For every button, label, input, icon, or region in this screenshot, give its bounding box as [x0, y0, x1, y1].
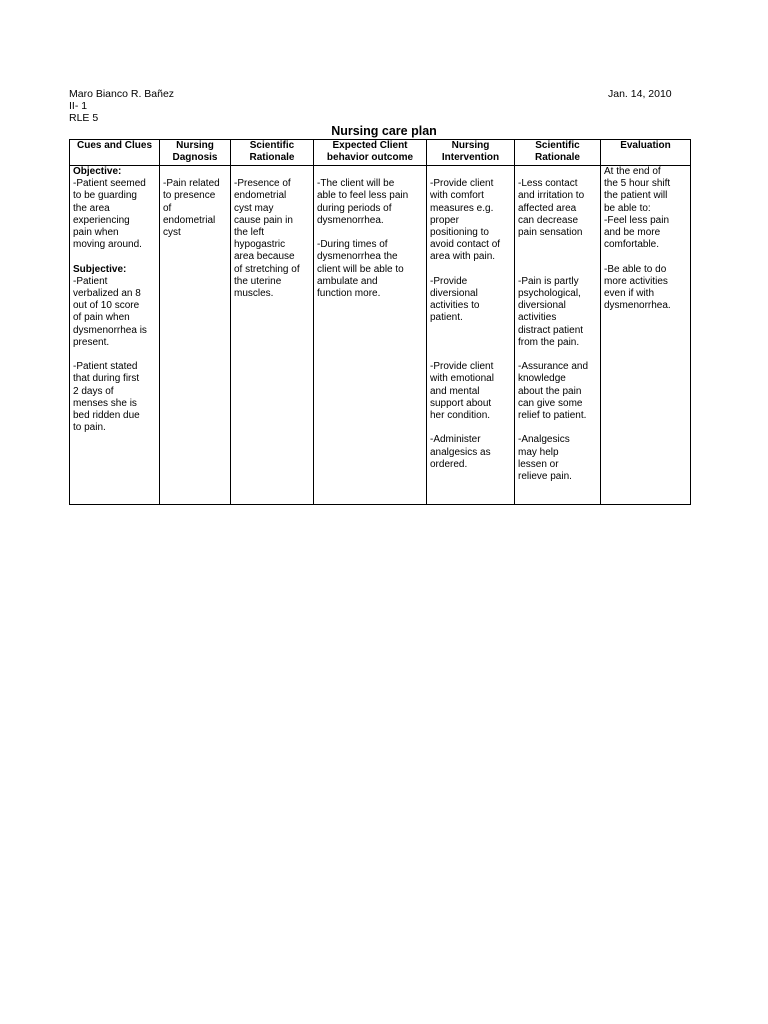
cell-text-line: dysmenorrhea is [73, 324, 147, 336]
cell-text-line: activities to [430, 300, 480, 312]
cell-text-line: to be guarding [73, 190, 137, 202]
cell-text-line: -Less contact [518, 178, 578, 190]
cell-text-line: measures e.g. [430, 202, 494, 214]
cell-text-line [430, 337, 511, 349]
cell-text-line: during periods of [317, 202, 392, 214]
header-evaluation: Evaluation [601, 140, 691, 166]
cell-text-line [234, 166, 310, 178]
cell-text-line [430, 422, 511, 434]
cell-text-line: comfortable. [604, 239, 660, 251]
cell-text-line [518, 422, 597, 434]
cell-text-line: cyst [163, 227, 181, 238]
cell-text-line: can decrease [518, 214, 579, 226]
author-name: Maro Bianco R. Bañez [69, 88, 175, 100]
cell-text-line: relieve pain. [518, 470, 572, 482]
cell-text-line: dysmenorrhea. [604, 300, 671, 312]
cell-text-line: even if with [604, 288, 655, 300]
cell-text-line: -Provide client [430, 361, 494, 373]
cell-text-line: about the pain [518, 385, 582, 397]
nursing-care-plan-table [69, 139, 691, 505]
document-title: Nursing care plan [331, 124, 437, 138]
cell-text-line: and be more [604, 227, 661, 239]
cell-text-line: -Administer [430, 434, 481, 446]
cell-text-line: of [163, 202, 172, 214]
cell-text-line: experiencing [73, 214, 130, 226]
cell-text-line: -Patient seemed [73, 178, 146, 190]
cell-text-line: -Patient stated [73, 361, 138, 373]
cell-text-line [73, 349, 156, 361]
cell-text-line: proper [430, 214, 459, 226]
cell-text-line: client will be able to [317, 263, 404, 275]
cell-text-line: relief to patient. [518, 409, 587, 421]
cell-text-line: dysmenorrhea. [317, 214, 384, 226]
header-expected-outcome: Expected Client behavior outcome [314, 140, 427, 166]
cell-text-line: positioning to [430, 227, 489, 238]
cell-nursing-intervention [427, 166, 515, 505]
cell-text-line: -Patient [73, 275, 108, 287]
cell-text-line [317, 227, 423, 239]
cell-text-line: lessen or [518, 458, 559, 470]
cell-text-line: dysmenorrhea the [317, 251, 398, 263]
course-label: RLE 5 [69, 112, 99, 124]
cell-text-line [73, 251, 156, 263]
cell-text-line [430, 264, 511, 276]
cell-text-line [518, 251, 597, 263]
cell-evaluation [601, 166, 691, 505]
cell-text-line: to pain. [73, 422, 106, 434]
cell-text-line: of stretching of [234, 263, 300, 275]
cell-text-line [430, 349, 511, 361]
cell-text-line: 2 days of [73, 385, 114, 397]
cell-text-line: diversional [430, 288, 478, 299]
cell-text-line: -The client will be [317, 178, 395, 190]
cell-text-line: endometrial [163, 214, 216, 226]
cell-text-line: area because [234, 251, 295, 263]
cell-text-line: bed ridden due [73, 410, 140, 422]
cell-scientific-rationale [231, 166, 314, 505]
cell-text-line: the uterine [234, 275, 282, 287]
cell-text-line: -Provide [430, 275, 468, 287]
table-row [70, 166, 691, 505]
cell-text-line: more activities [604, 275, 668, 287]
cell-text-line [317, 166, 423, 178]
section-label: II- 1 [69, 100, 88, 112]
cell-text-line [430, 166, 511, 178]
header-intervention-rationale: Scientific Rationale [515, 140, 601, 166]
document-date: Jan. 14, 2010 [608, 88, 672, 100]
cell-text-line: patient. [430, 312, 463, 324]
cell-text-line: diversional [518, 300, 566, 312]
cell-text-line: -Presence of [234, 178, 291, 190]
cell-text-line: be able to: [604, 202, 651, 214]
cell-text-line: able to feel less pain [317, 190, 409, 202]
cell-text-line: the patient will [604, 190, 668, 202]
cell-text-line: cause pain in [234, 214, 293, 226]
cell-text-line [518, 264, 597, 276]
cell-text-line: verbalized an 8 [73, 288, 141, 300]
cell-text-line: and irritation to [518, 190, 585, 202]
cell-text-line: area with pain. [430, 251, 496, 263]
cell-text-line: -Feel less pain [604, 214, 670, 226]
cell-text-line: her condition. [430, 409, 491, 421]
cell-text-line [518, 166, 597, 178]
cell-text-line [518, 349, 597, 361]
cell-text-line: that during first [73, 373, 140, 385]
cell-text-line: endometrial [234, 190, 287, 202]
cell-text-line [430, 325, 511, 337]
cell-text-line: with emotional [430, 373, 494, 385]
cell-text-line: -During times of [317, 239, 388, 251]
cell-text-line: to presence [163, 190, 216, 202]
cell-text-line: muscles. [234, 288, 274, 300]
header-cues-and-clues: Cues and Clues [70, 140, 160, 166]
cell-text-line: -Be able to do [604, 263, 667, 275]
cell-text-line: psychological, [518, 287, 581, 299]
cell-text-line: with comfort [430, 190, 484, 202]
header-scientific-rationale: Scientific Rationale [231, 140, 314, 166]
cell-text-line [518, 239, 597, 251]
cell-text-line: and mental [430, 385, 480, 397]
cell-expected-outcome [314, 166, 427, 505]
cell-text-line [604, 251, 687, 263]
cell-text-line: out of 10 score [73, 300, 140, 312]
header-nursing-diagnosis: Nursing Dagnosis [160, 140, 231, 166]
cell-text-line: pain sensation [518, 227, 583, 238]
cell-text-line: ordered. [430, 458, 468, 470]
cell-text-line: -Pain related [163, 178, 220, 190]
cell-text-line: from the pain. [518, 336, 580, 348]
cell-text-line: -Analgesics [518, 434, 570, 446]
cell-text-line: pain when [73, 227, 119, 239]
cell-text-line: -Pain is partly [518, 275, 579, 287]
cell-text-line: may help [518, 446, 559, 458]
cell-text-line: Objective: [73, 166, 122, 177]
cell-text-line: can give some [518, 397, 583, 409]
header-nursing-intervention: Nursing Intervention [427, 140, 515, 166]
cell-text-line: the left [234, 227, 265, 238]
cell-text-line: cyst may [234, 202, 274, 214]
cell-text-line: -Assurance and [518, 361, 589, 373]
cell-text-line: function more. [317, 288, 381, 299]
table-header-row [70, 140, 691, 166]
cell-text-line: ambulate and [317, 275, 378, 287]
cell-text-line: moving around. [73, 239, 142, 251]
cell-nursing-diagnosis [160, 166, 231, 505]
cell-text-line: distract patient [518, 324, 584, 336]
cell-text-line: avoid contact of [430, 239, 501, 251]
cell-text-line: the 5 hour shift [604, 178, 671, 190]
cell-text-line: knowledge [518, 373, 566, 385]
cell-text-line: present. [73, 336, 110, 348]
cell-text-line: Subjective: [73, 263, 127, 275]
cell-intervention-rationale [515, 166, 601, 505]
cell-text-line: analgesics as [430, 446, 491, 458]
cell-text-line: At the end of [604, 166, 661, 177]
cell-text-line: affected area [518, 202, 577, 214]
cell-text-line: -Provide client [430, 178, 494, 190]
cell-cues-and-clues [70, 166, 160, 505]
cell-text-line: hypogastric [234, 239, 286, 251]
cell-text-line: of pain when [73, 312, 130, 324]
cell-text-line: the area [73, 202, 110, 214]
cell-text-line [163, 166, 227, 178]
cell-text-line: support about [430, 397, 492, 409]
cell-text-line: menses she is [73, 397, 137, 409]
cell-text-line: activities [518, 312, 557, 324]
